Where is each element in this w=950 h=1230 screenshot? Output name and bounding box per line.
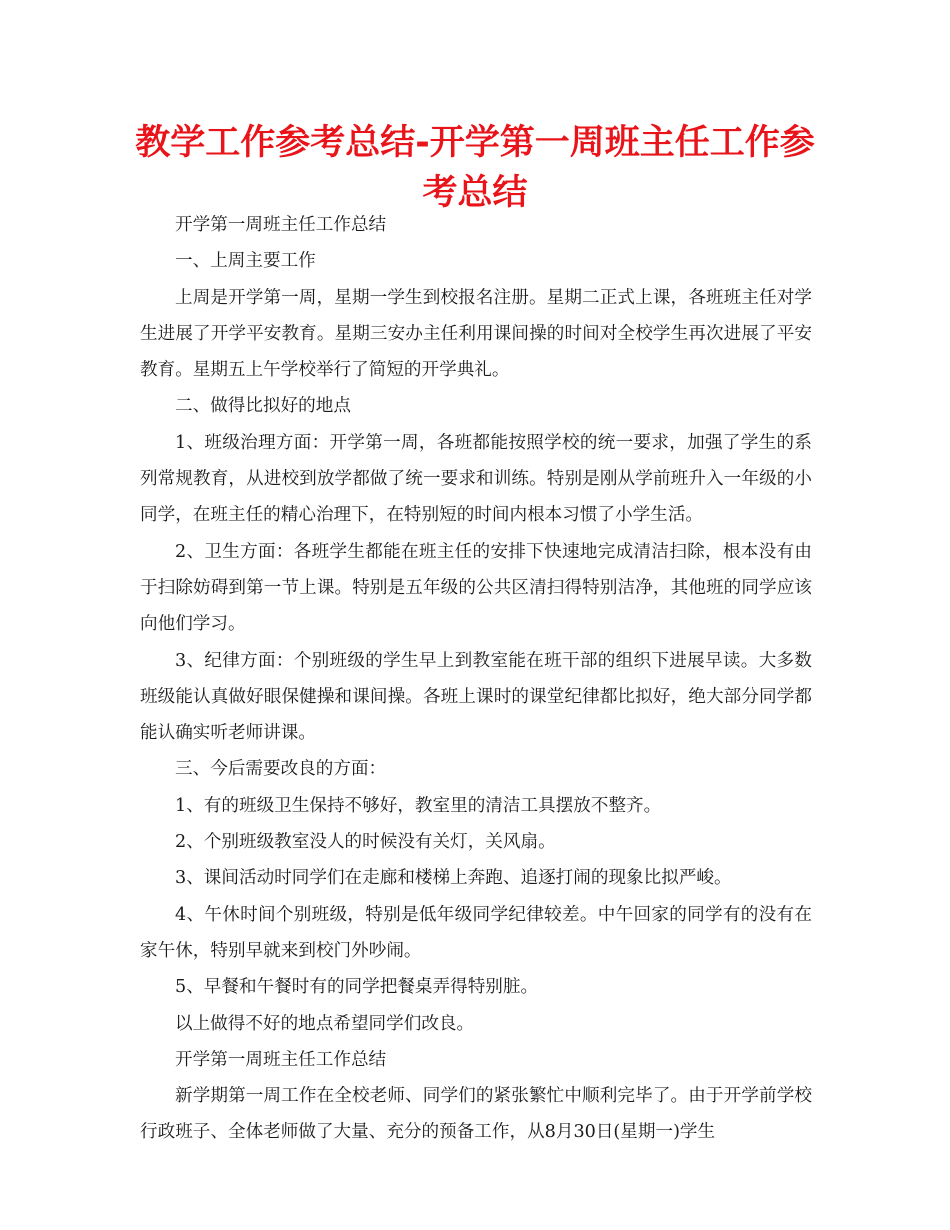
document-title: 教学工作参考总结-开学第一周班主任工作参考总结 bbox=[135, 123, 815, 213]
paragraph: 4、午休时间个别班级，特别是低年级同学纪律较差。中午回家的同学有的没有在家午休，特别早就来到校门外吵闹。 bbox=[140, 904, 812, 961]
paragraph: 上周是开学第一周，星期一学生到校报名注册。星期二正式上课，各班班主任对学生进展了开学平安教育。星期三安办主任利用课间操的时间对全校学生再次进展了平安教育。星期五上午学校举行了简短的开学典礼。 bbox=[140, 287, 812, 381]
paragraph: 5、早餐和午餐时有的同学把餐桌弄得特别脏。 bbox=[175, 977, 539, 998]
paragraph: 三、今后需要改良的方面： bbox=[175, 759, 387, 780]
paragraph: 1、有的班级卫生保持不够好，教室里的清洁工具摆放不整齐。 bbox=[175, 795, 662, 816]
paragraph: 一、上周主要工作 bbox=[175, 251, 316, 272]
paragraph: 开学第一周班主任工作总结 bbox=[175, 215, 387, 235]
paragraph: 1、班级治理方面：开学第一周，各班都能按照学校的统一要求，加强了学生的系列常规教育，从进校到放学都做了统一要求和训练。特别是刚从学前班升入一年级的小同学，在班主任的精心治理下，在特别短的时间内根本习惯了小学生活。 bbox=[140, 432, 812, 526]
paragraph: 2、卫生方面：各班学生都能在班主任的安排下快速地完成清洁扫除，根本没有由于扫除妨碍到第一节上课。特别是五年级的公共区清扫得特别洁净，其他班的同学应该向他们学习。 bbox=[140, 541, 812, 635]
document-body bbox=[140, 207, 812, 1151]
paragraph: 3、纪律方面：个别班级的学生早上到教室能在班干部的组织下进展早读。大多数班级能认真做好眼保健操和课间操。各班上课时的课堂纪律都比拟好，绝大部分同学都能认确实听老师讲课。 bbox=[140, 650, 812, 744]
paragraph: 二、做得比拟好的地点 bbox=[175, 396, 351, 417]
paragraph: 以上做得不好的地点希望同学们改良。 bbox=[175, 1013, 475, 1034]
paragraph: 开学第一周班主任工作总结 bbox=[175, 1049, 387, 1070]
paragraph: 新学期第一周工作在全校老师、同学们的紧张繁忙中顺利完毕了。由于开学前学校行政班子、全体老师做了大量、充分的预备工作，从8月30日(星期一)学生 bbox=[140, 1086, 812, 1143]
paragraph: 2、个别班级教室没人的时候没有关灯，关风扇。 bbox=[175, 832, 556, 853]
paragraph: 3、课间活动时同学们在走廊和楼梯上奔跑、追逐打闹的现象比拟严峻。 bbox=[175, 868, 732, 889]
